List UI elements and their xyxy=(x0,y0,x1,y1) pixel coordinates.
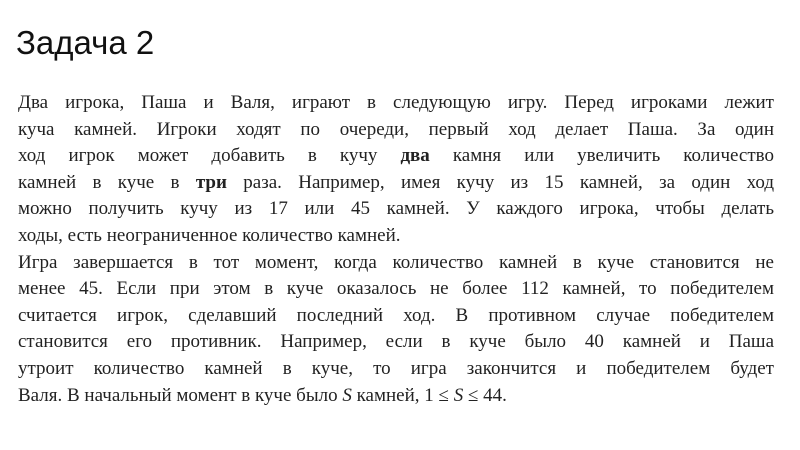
text-line: менее 45. Если при этом в куче оказалось не более 112 камней, то победителем xyxy=(18,278,774,300)
text-line xyxy=(18,383,774,410)
text-line: становится его противник. Например, если в куче было 40 камней и Паша xyxy=(18,331,774,353)
math-variable: S xyxy=(342,384,352,406)
text-segment: ход игрок может добавить в кучу xyxy=(18,145,401,167)
text-segment: камней, 1 ≤ xyxy=(351,384,454,406)
text-line: ходы, есть неограниченное количество камней. xyxy=(18,224,401,246)
bold-term: два xyxy=(400,145,430,167)
text-line: считается игрок, сделавший последний ход. В противном случае победителем xyxy=(18,304,774,326)
task-title: Задача 2 xyxy=(16,24,155,61)
text-segment: камней в куче в xyxy=(18,171,196,193)
text-line xyxy=(18,170,774,197)
text-segment: раза. Например, имея кучу из 15 камней, за один ход xyxy=(226,171,774,193)
text-line: Игра завершается в тот момент, когда количество камней в куче становится не xyxy=(18,251,774,273)
text-line: можно получить кучу из 17 или 45 камней. У каждого игрока, чтобы делать xyxy=(18,198,774,220)
task-text xyxy=(18,90,774,409)
text-segment: Валя. В начальный момент в куче было xyxy=(18,384,343,406)
text-line xyxy=(18,143,774,170)
math-variable: S xyxy=(453,384,464,406)
bold-term: три xyxy=(195,171,227,193)
text-segment: камня или увеличить количество xyxy=(429,145,774,167)
text-line: утроит количество камней в куче, то игра закончится и победителем будет xyxy=(18,357,774,379)
text-segment: ≤ 44. xyxy=(463,384,507,406)
text-line: Два игрока, Паша и Валя, играют в следующую игру. Перед игроками лежит xyxy=(18,92,774,113)
text-line: куча камней. Игроки ходят по очереди, первый ход делает Паша. За один xyxy=(18,118,774,140)
